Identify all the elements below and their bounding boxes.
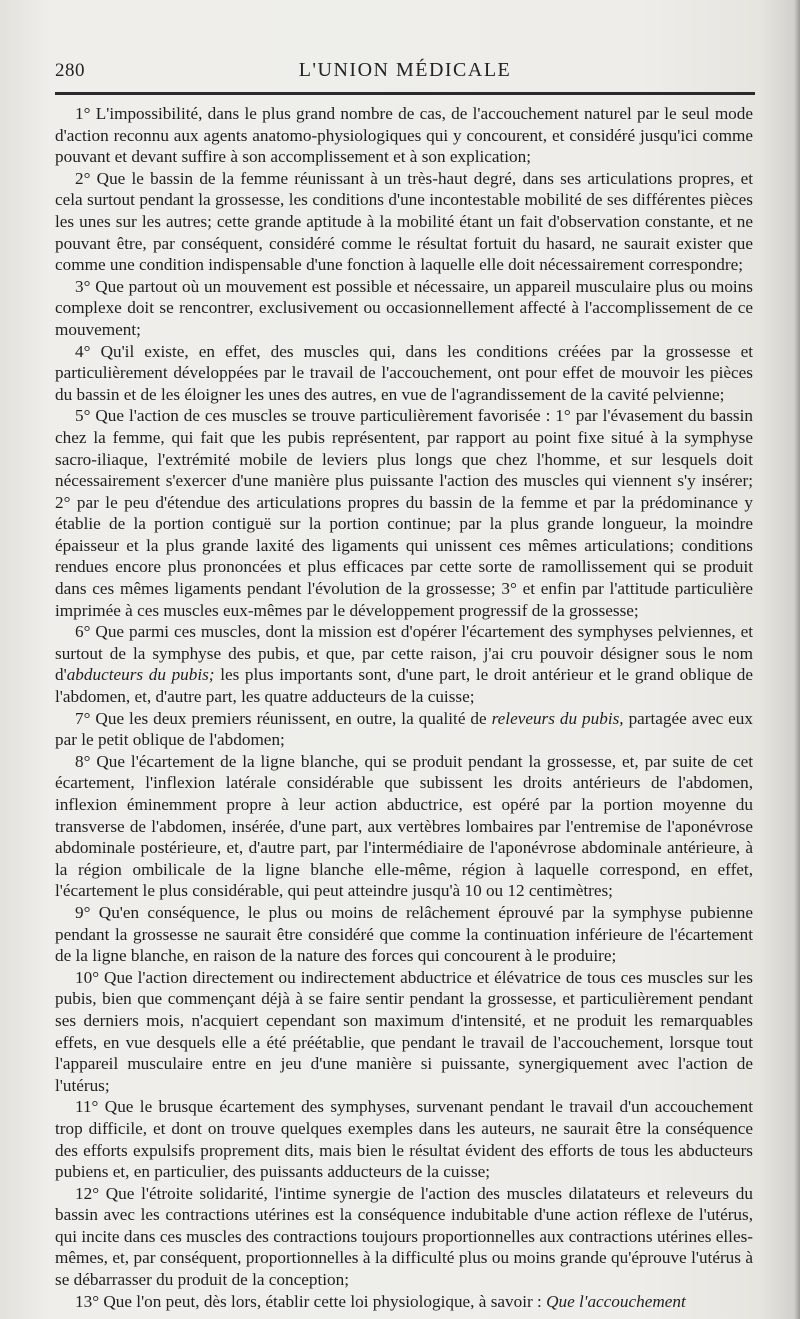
- paragraph-6: [55, 621, 753, 707]
- paragraph-1: 1° L'impossibilité, dans le plus grand nombre de cas, de l'accouchement naturel par le seul mode d'action reconnu aux agents anatomo-physiologiques qui y concourent, et considéré jusqu'ici comme pouvant et devant suffire à son accomplissement et à son explication;: [55, 104, 753, 167]
- paragraph-12: 12° Que l'étroite solidarité, l'intime synergie de l'action des muscles dilatateurs et releveurs du bassin avec les contractions utérines est la conséquence indubitable d'une action réflexe de l'utérus, qui incite dans ces muscles des contractions toujours proportionnelles aux contractions utérines elles-mêmes, et, par conséquent, proportionnelles à la difficulté plus ou moins grande qu'éprouve l'utérus à se débarrasser du produit de la conception;: [55, 1183, 753, 1290]
- paragraph-13-emphasis: Que l'accouchement: [546, 1291, 686, 1311]
- page-edge-shadow: [794, 0, 800, 1319]
- paragraph-2: 2° Que le bassin de la femme réunissant à un très-haut degré, dans ses articulations propres, et cela surtout pendant la grossesse, les conditions d'une incontestable mobilité de ses différentes pièces les unes sur les autres; cette grande aptitude à la mobilité étant un fait d'observation constante, et ne pouvant être, par conséquent, considéré comme le résultat fortuit du hasard, ne saurait exister que comme une condition indispensable d'une fonction à laquelle elle doit nécessairement correspondre;: [55, 168, 753, 275]
- paragraph-6-text-a: 6° Que parmi ces muscles, dont la mission est d'opérer l'écartement des symphyses pelviennes, et surtout de la symphyse des pubis, et que, par cette raison, j'ai cru pouvoir désigner sous le nom d': [55, 622, 753, 685]
- paragraph-10: 10° Que l'action directement ou indirectement abductrice et élévatrice de tous ces muscles sur les pubis, bien que commençant déjà à se faire sentir pendant la grossesse, et particulièrement pendant ses derniers mois, n'acquiert cependant son maximum d'intensité, et ne produit les remarquables effets, en vue desquels elle a été préétablie, que pendant le travail de l'accouchement, lorsque tout l'appareil musculaire entre en jeu d'une manière si puissante, synergiquement avec l'action de l'utérus;: [55, 967, 753, 1095]
- paragraph-9: 9° Qu'en conséquence, le plus ou moins de relâchement éprouvé par la symphyse pubienne pendant la grossesse ne saurait être considéré que comme la continuation inférieure de l'écartement de la ligne blanche, en raison de la nature des forces qui concourent à le produire;: [55, 902, 753, 966]
- body-text: [55, 103, 753, 1312]
- paragraph-8: 8° Que l'écartement de la ligne blanche, qui se produit pendant la grossesse, et, par suite de cet écartement, l'inflexion latérale considérable que subissent les droits antérieurs de l'abdomen, inflexion éminemment propre à leur action abductrice, est opéré par la portion moyenne du transverse de l'abdomen, insérée, d'une part, aux vertèbres lombaires par l'entremise de l'aponévrose abdominale postérieure, et, d'autre part, par l'intermédiaire de l'aponévrose abdominale antérieure, à la région ombilicale de la ligne blanche elle-même, région à laquelle correspond, en effet, l'écartement le plus considérable, qui peut atteindre jusqu'à 10 ou 12 centimètres;: [55, 751, 753, 901]
- header-rule: [55, 92, 755, 95]
- paragraph-7-text-b: partagée avec eux par le petit oblique de l'abdomen;: [55, 708, 753, 750]
- paragraph-11: 11° Que le brusque écartement des symphyses, survenant pendant le travail d'un accouchement trop difficile, et dont on trouve quelques exemples dans les auteurs, ne saurait être la conséquence des efforts expulsifs proprement dits, mais bien le résultat évident des efforts de tous les abducteurs pubiens et, en particulier, des puissants adducteurs de la cuisse;: [55, 1097, 753, 1182]
- paragraph-13-text-a: 13° Que l'on peut, dès lors, établir cette loi physiologique, à savoir :: [75, 1291, 547, 1311]
- paragraph-13: [55, 1291, 753, 1313]
- paragraph-5: 5° Que l'action de ces muscles se trouve particulièrement favorisée : 1° par l'évasement du bassin chez la femme, qui fait que les pubis représentent, par rapport au point fixe situé à la symphyse sacro-iliaque, l'extrémité mobile de leviers plus longs que chez l'homme, et sur lesquels doit nécessairement s'exercer d'une manière plus puissante l'action des muscles qui viennent s'y insérer; 2° par le peu d'étendue des articulations propres du bassin de la femme et par la prédominance y établie de la portion contiguë sur la portion continue; par la plus grande longueur, la moindre épaisseur et la plus grande laxité des ligaments qui unissent ces mêmes articulations; conditions rendues encore plus prononcées et plus efficaces par cette sorte de ramollissement qui se produit dans ces mêmes ligaments pendant l'évolution de la grossesse; 3° et enfin par l'attitude particulière imprimée à ces muscles eux-mêmes par le développement progressif de la grossesse;: [55, 406, 753, 620]
- paragraph-7-text-a: 7° Que les deux premiers réunissent, en outre, la qualité de: [75, 708, 492, 728]
- paragraph-3: 3° Que partout où un mouvement est possible et nécessaire, un appareil musculaire plus ou moins complexe doit se rencontrer, exclusivement ou occasionnellement affecté à l'accomplissement de ce mouvement;: [55, 276, 753, 339]
- paragraph-7-emphasis: releveurs du pubis,: [491, 708, 624, 728]
- running-title: L'UNION MÉDICALE: [298, 59, 512, 81]
- paragraph-6-emphasis: abducteurs du pubis;: [66, 665, 215, 685]
- page-number: 280: [55, 60, 85, 81]
- page-header: [55, 56, 755, 86]
- paragraph-6-text-b: les plus importants sont, d'une part, le droit antérieur et le grand oblique de l'abdomen, et, d'autre part, les quatre adducteurs de la cuisse;: [55, 665, 753, 707]
- paragraph-4: 4° Qu'il existe, en effet, des muscles qui, dans les conditions créées par la grossesse et particulièrement développées par le travail de l'accouchement, ont pour effet de mouvoir les pièces du bassin et de les éloigner les unes des autres, en vue de l'agrandissement de la cavité pelvienne;: [55, 341, 753, 404]
- paragraph-7: [55, 708, 753, 751]
